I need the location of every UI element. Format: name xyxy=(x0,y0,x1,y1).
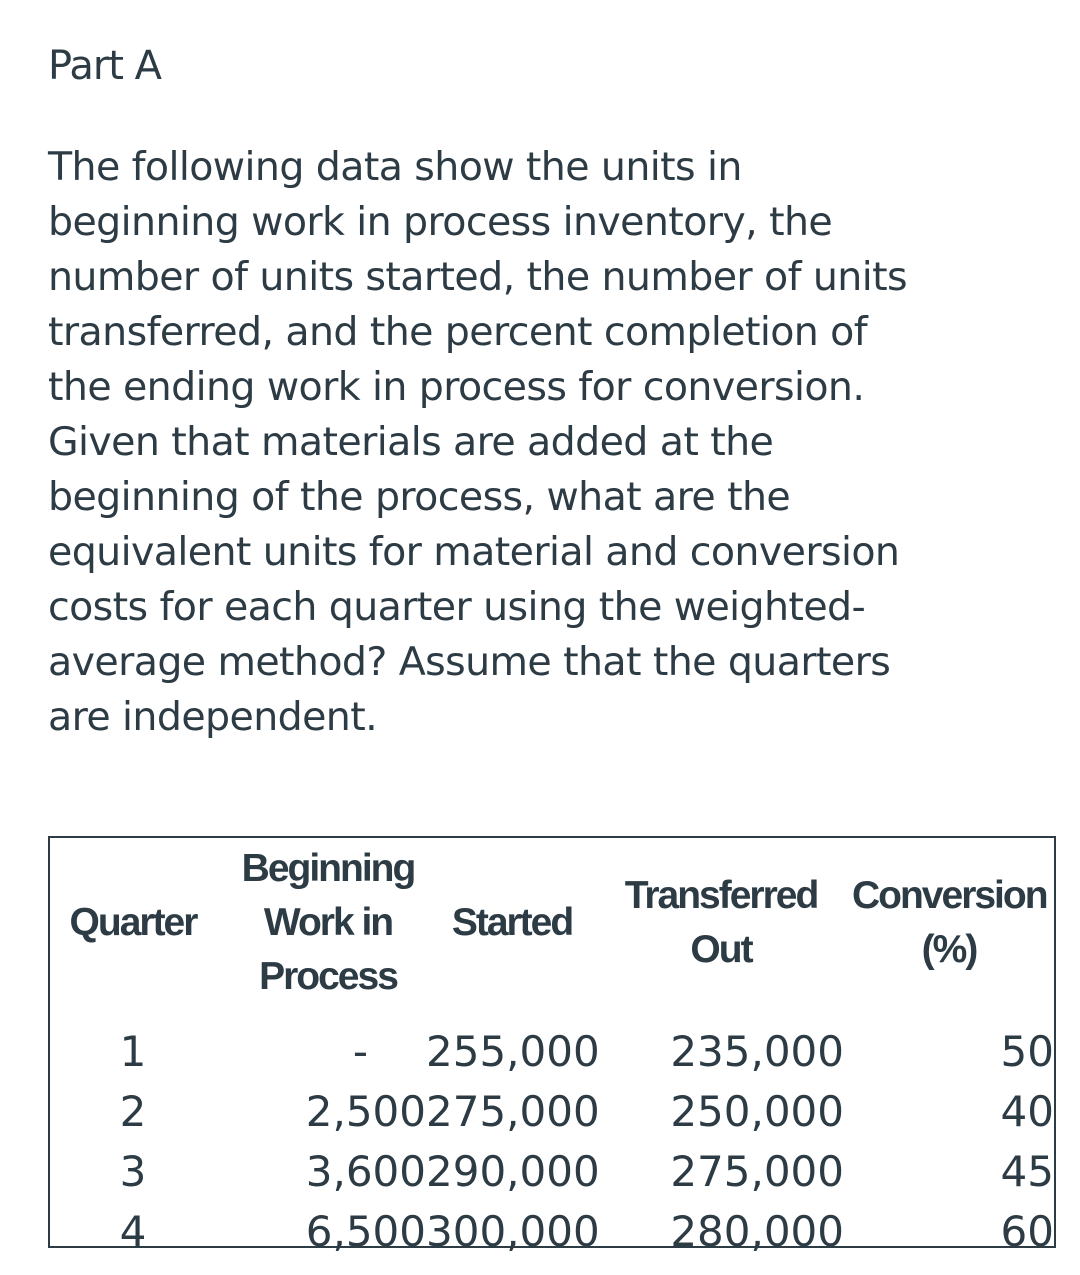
table-row xyxy=(50,1082,1054,1142)
table-row xyxy=(50,1202,1054,1262)
cell-quarter: 4 xyxy=(119,1207,147,1256)
cell-started: 255,000 xyxy=(426,1027,600,1076)
header-conversion: Conversion (%) xyxy=(852,874,1047,971)
table-header-row xyxy=(50,838,1054,1022)
cell-beginning-wip: 2,500 xyxy=(305,1087,426,1136)
table-row xyxy=(50,1022,1054,1082)
data-table-container xyxy=(48,836,1056,1256)
cell-beginning-wip: 3,600 xyxy=(305,1147,426,1196)
header-started: Started xyxy=(451,901,573,944)
cell-quarter: 2 xyxy=(119,1087,147,1136)
cell-conversion: 45 xyxy=(1000,1147,1054,1196)
cell-transferred-out: 280,000 xyxy=(670,1207,844,1256)
cell-quarter: 1 xyxy=(119,1027,147,1076)
part-title: Part A xyxy=(48,43,162,89)
cell-started: 300,000 xyxy=(426,1207,600,1256)
cell-conversion: 40 xyxy=(1000,1087,1054,1136)
header-quarter: Quarter xyxy=(69,901,197,944)
cell-conversion: 50 xyxy=(1000,1027,1054,1076)
header-transferred-out: Transferred Out xyxy=(624,874,818,971)
cell-transferred-out: 235,000 xyxy=(670,1027,844,1076)
cell-conversion: 60 xyxy=(1000,1207,1054,1256)
cell-beginning-wip: - xyxy=(352,1027,368,1076)
cell-beginning-wip: 6,500 xyxy=(305,1207,426,1256)
question-text: The following data show the units in beginning work in process inventory, the number of units started, the number of units transferred, and the percent completion of the ending work in process for conversion. Given that materials are added at the beginning of the process, what are the equivalent units for material and conversion costs for each quarter using the weighted-average method? Assume that the quarters are independent. xyxy=(48,144,907,740)
cell-started: 275,000 xyxy=(426,1087,600,1136)
table-row xyxy=(50,1142,1054,1202)
cell-transferred-out: 275,000 xyxy=(670,1147,844,1196)
cell-started: 290,000 xyxy=(426,1147,600,1196)
units-data-table xyxy=(50,838,1054,1262)
cell-quarter: 3 xyxy=(119,1147,147,1196)
cell-transferred-out: 250,000 xyxy=(670,1087,844,1136)
header-beginning-wip: Beginning Work in Process xyxy=(241,847,415,998)
